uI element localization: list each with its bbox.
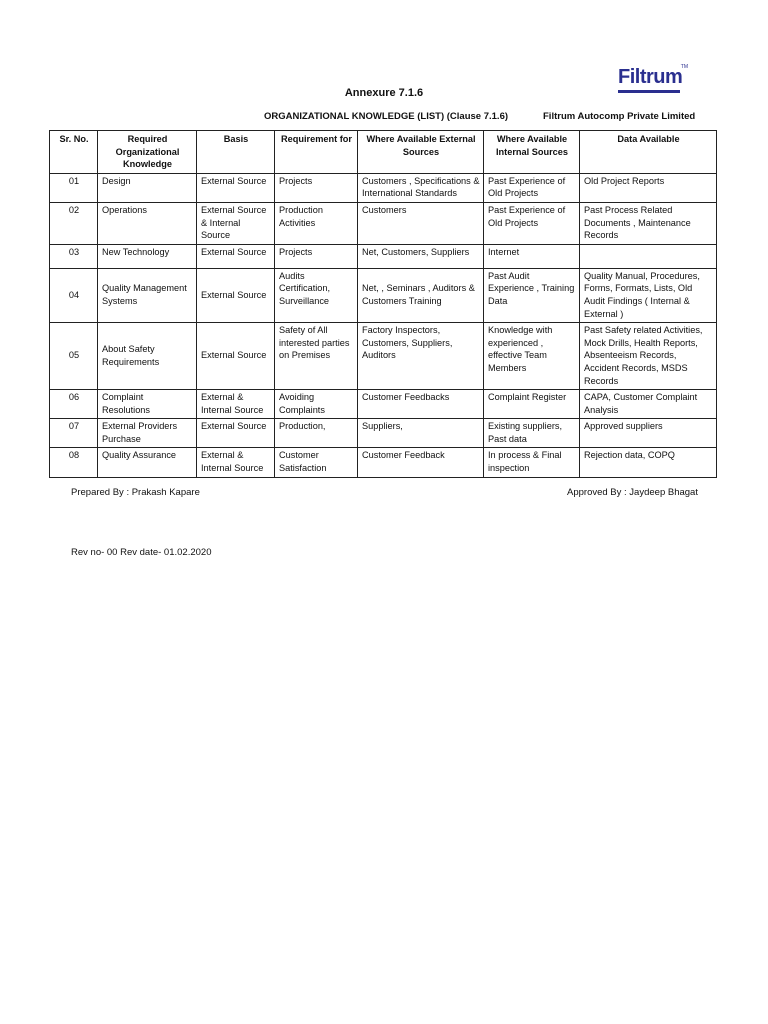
table-cell: Approved suppliers [580,419,717,448]
table-cell: Production Activities [275,202,358,244]
table-cell: 02 [50,202,98,244]
table-cell: Audits Certification, Surveillance [275,268,358,322]
table-cell: Complaint Resolutions [98,390,197,419]
table-cell: External Source & Internal Source [197,202,275,244]
table-row [50,202,717,244]
approved-by: Approved By : Jaydeep Bhagat [567,487,698,498]
table-cell: Past Experience of Old Projects [484,202,580,244]
table-cell: New Technology [98,244,197,268]
column-header: Where Available External Sources [358,131,484,174]
table-cell: Avoiding Complaints [275,390,358,419]
table-row [50,390,717,419]
table-cell: About Safety Requirements [98,323,197,390]
table-cell: 08 [50,448,98,477]
table-cell: Factory Inspectors, Customers, Suppliers, Auditors [358,323,484,390]
table-cell: Old Project Reports [580,173,717,202]
logo-wordmark: Filtrum [618,66,683,88]
table-cell: Existing suppliers, Past data [484,419,580,448]
table-cell: 03 [50,244,98,268]
table-cell: Customers [358,202,484,244]
table-cell: 01 [50,173,98,202]
column-header: Sr. No. [50,131,98,174]
table-row [50,448,717,477]
table-header-row [50,131,717,174]
document-subtitle: ORGANIZATIONAL KNOWLEDGE (LIST) (Clause 7.1.6) [264,111,509,122]
table-row [50,268,717,322]
table-cell: Production, [275,419,358,448]
table-cell: 07 [50,419,98,448]
filtrum-logo [618,64,688,98]
table-cell: Quality Management Systems [98,268,197,322]
table-row [50,244,717,268]
table-cell: Customer Feedback [358,448,484,477]
table-cell: Past Audit Experience , Training Data [484,268,580,322]
table-cell: Knowledge with experienced , effective Team Members [484,323,580,390]
table-cell: Past Experience of Old Projects [484,173,580,202]
revision-info: Rev no- 00 Rev date- 01.02.2020 [71,547,212,558]
logo-trademark: TM [680,64,688,70]
table-cell: External Providers Purchase [98,419,197,448]
column-header: Basis [197,131,275,174]
column-header: Where Available Internal Sources [484,131,580,174]
table-cell: External & Internal Source [197,390,275,419]
logo-underline [618,90,680,93]
column-header: Required Organizational Knowledge [98,131,197,174]
table-cell: Operations [98,202,197,244]
table-cell: External Source [197,173,275,202]
table-cell: Suppliers, [358,419,484,448]
table-cell: Quality Manual, Procedures, Forms, Formats, Lists, Old Audit Findings ( Internal & External ) [580,268,717,322]
table-cell: Customer Satisfaction [275,448,358,477]
table-cell: 06 [50,390,98,419]
table-cell: Quality Assurance [98,448,197,477]
table-cell: Complaint Register [484,390,580,419]
table-cell: CAPA, Customer Complaint Analysis [580,390,717,419]
column-header: Data Available [580,131,717,174]
table-cell: Safety of All interested parties on Premises [275,323,358,390]
table-cell: 05 [50,323,98,390]
table-row [50,419,717,448]
table-cell: Customer Feedbacks [358,390,484,419]
table-cell: Customers , Specifications & International Standards [358,173,484,202]
table-cell: Net, , Seminars , Auditors & Customers Training [358,268,484,322]
table-cell: Internet [484,244,580,268]
table-cell: External & Internal Source [197,448,275,477]
table-cell: In process & Final inspection [484,448,580,477]
table-cell: Net, Customers, Suppliers [358,244,484,268]
table-cell: Projects [275,244,358,268]
table-cell: Projects [275,173,358,202]
annexure-title: Annexure 7.1.6 [344,87,424,99]
table-cell: External Source [197,244,275,268]
table-cell: Rejection data, COPQ [580,448,717,477]
column-header: Requirement for [275,131,358,174]
knowledge-table [49,130,717,478]
table-cell: Past Process Related Documents , Maintenance Records [580,202,717,244]
prepared-by: Prepared By : Prakash Kapare [71,487,200,498]
table-cell: Design [98,173,197,202]
table-cell: External Source [197,268,275,322]
table-row [50,173,717,202]
table-cell: External Source [197,419,275,448]
table-cell: 04 [50,268,98,322]
company-name: Filtrum Autocomp Private Limited [543,111,696,122]
table-row [50,323,717,390]
table-cell: Past Safety related Activities, Mock Drills, Health Reports, Absenteeism Records, Accident Records, MSDS Records [580,323,717,390]
table-cell: External Source [197,323,275,390]
table-cell [580,244,717,268]
